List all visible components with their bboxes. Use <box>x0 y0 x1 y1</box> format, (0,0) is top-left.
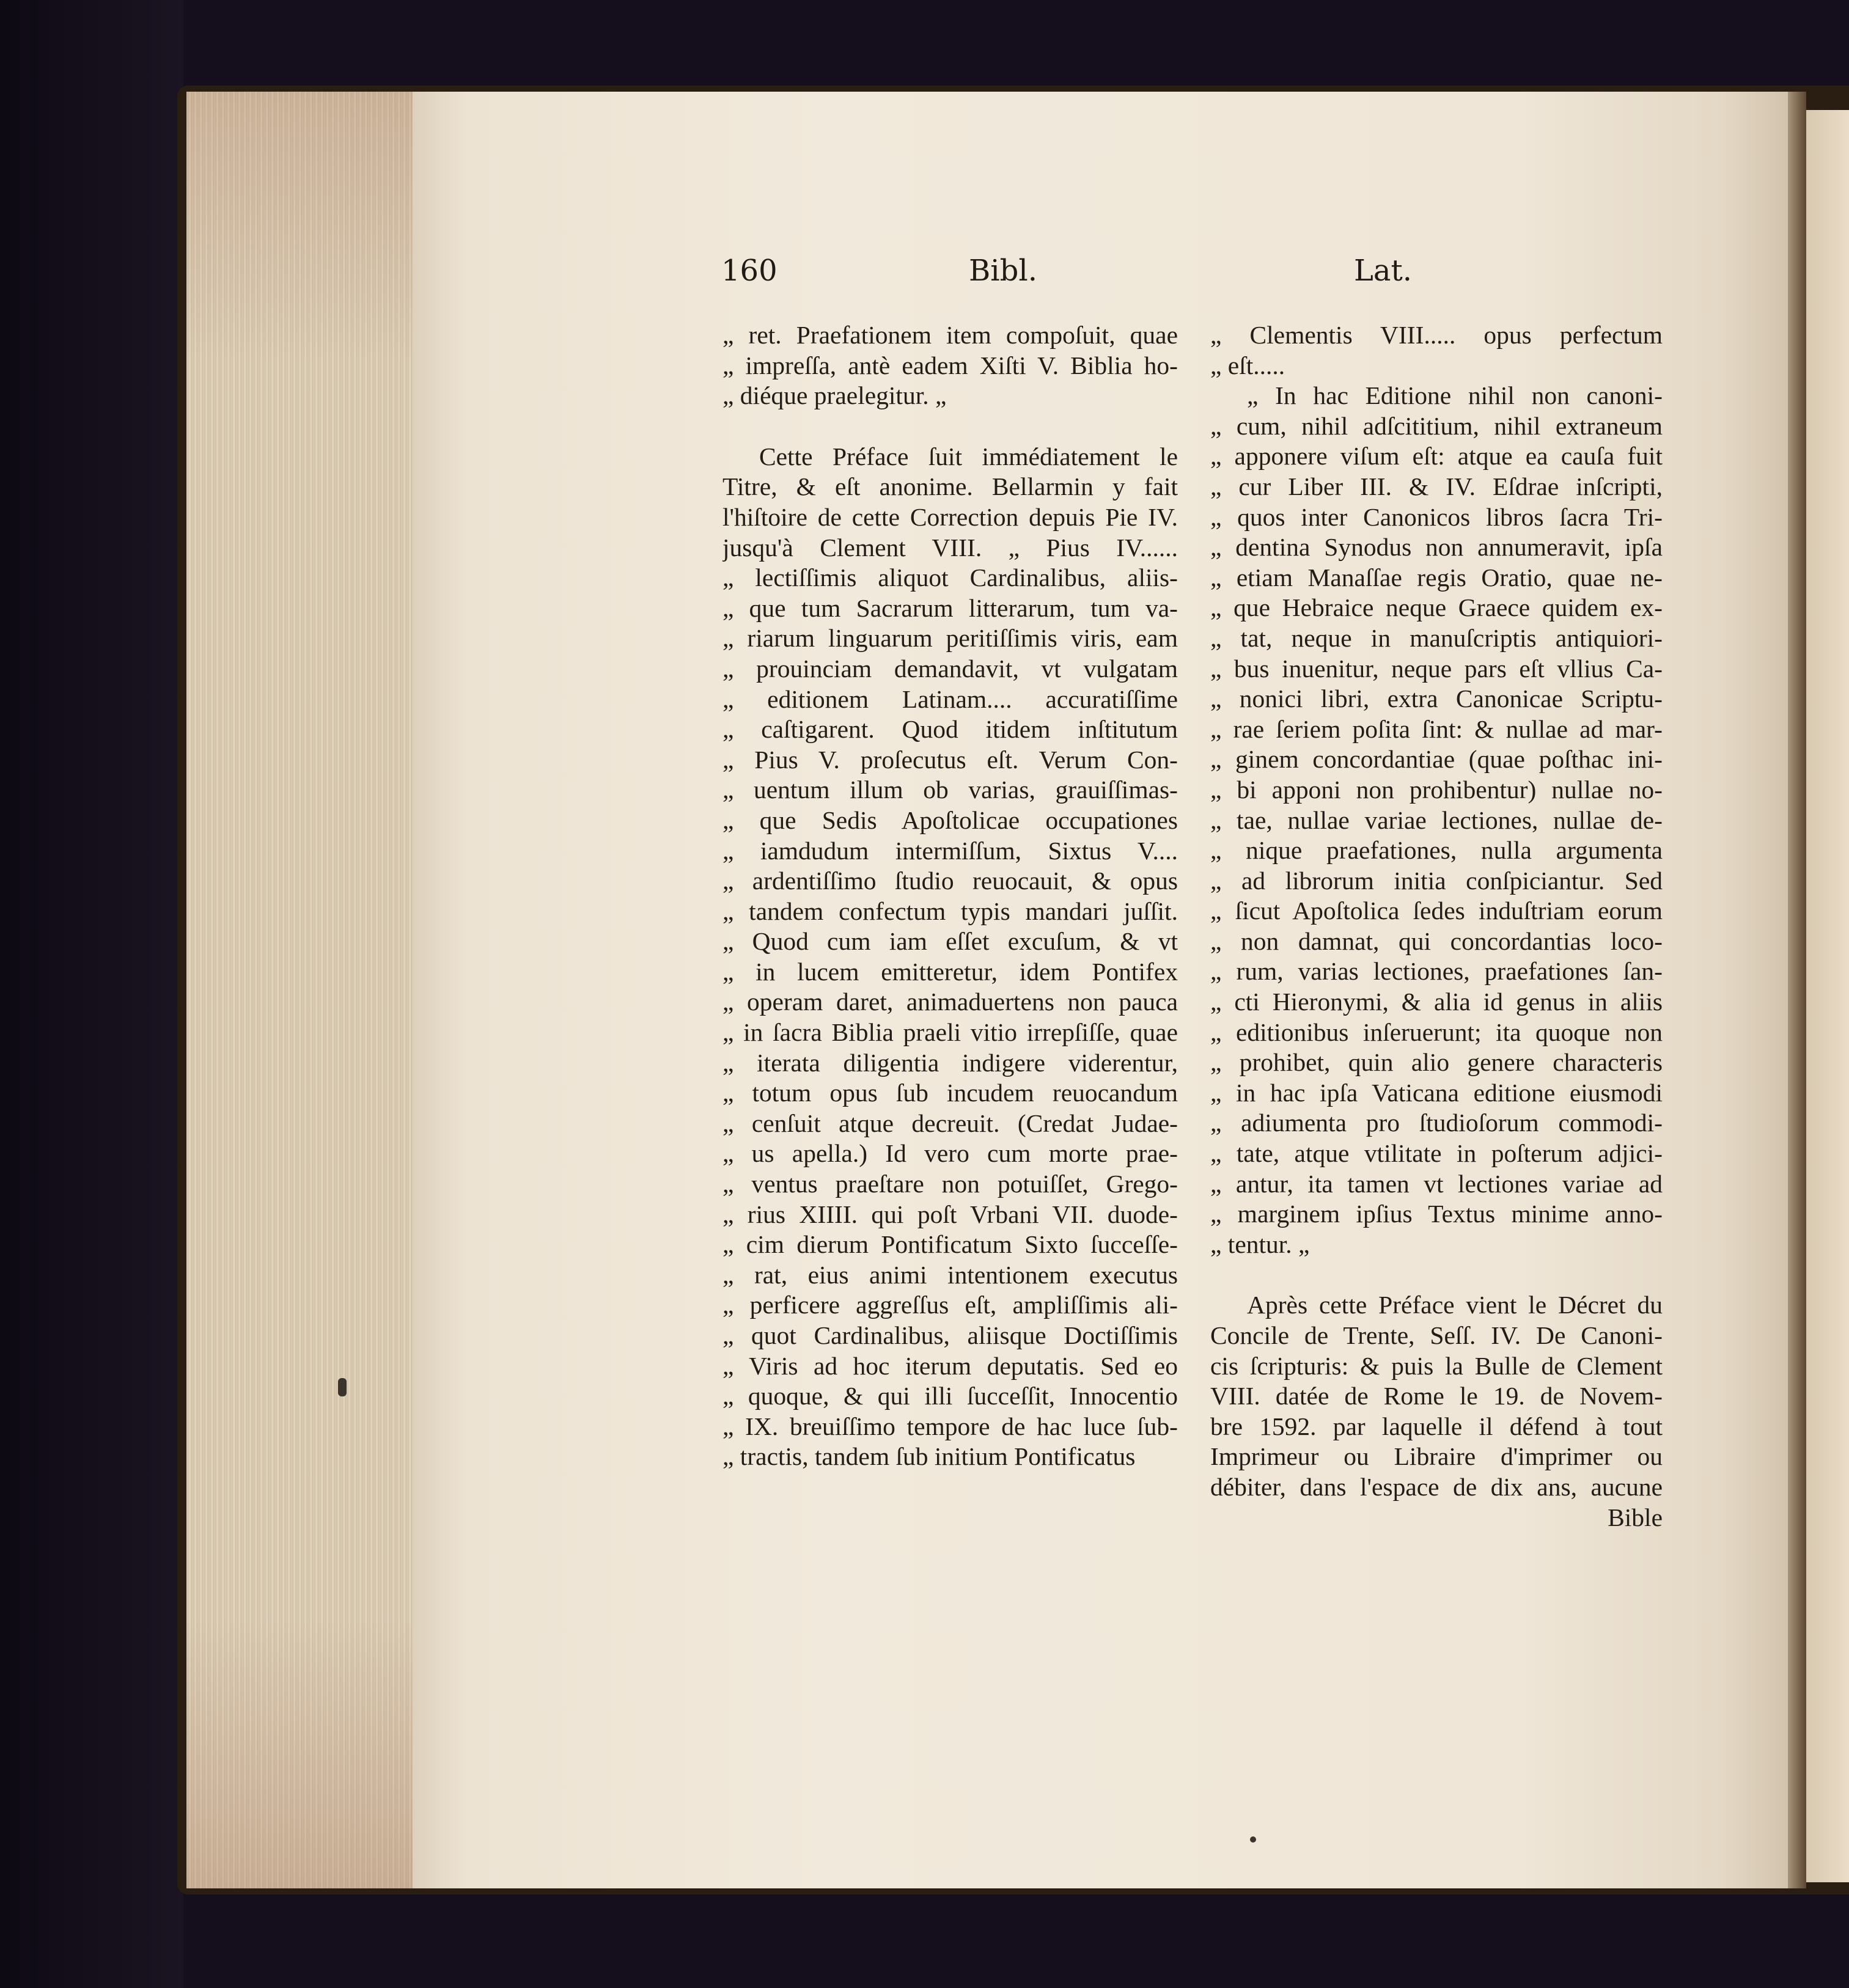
text-line: „ tae, nullae variae lectiones, nullae de- <box>1210 805 1663 834</box>
text-line: Imprimeur ou Libraire d'imprimer ou <box>1210 1442 1663 1471</box>
paragraph-break <box>722 411 1178 442</box>
text-line: „ Pius V. proſecutus eſt. Verum Con- <box>722 745 1178 774</box>
text-line: „ non damnat, qui concordantias loco- <box>1210 926 1663 955</box>
text-line: „ quos inter Canonicos libros ſacra Tri- <box>1210 502 1663 531</box>
text-line: „ iterata diligentia indigere viderentur, <box>722 1048 1178 1077</box>
text-line: „ ad librorum initia conſpiciantur. Sed <box>1210 866 1663 895</box>
text-line: „ rum, varias lectiones, praefationes ſan- <box>1210 957 1663 986</box>
text-line: „ dentina Synodus non annumeravit, ipſa <box>1210 533 1663 562</box>
text-line: „ marginem ipſius Textus minime anno- <box>1210 1200 1663 1228</box>
text-line: cis ſcripturis: & puis la Bulle de Clement <box>1210 1351 1663 1380</box>
text-line: „ quoque, & qui illi ſucceſſit, Innocentio <box>722 1382 1178 1410</box>
text-line: „ Clementis VIII..... opus perfectum <box>1210 321 1663 349</box>
text-line: Cette Préface ſuit immédiatement le <box>759 442 1178 471</box>
running-head-left: Bibl. <box>969 254 1037 288</box>
ink-dot <box>1250 1836 1256 1843</box>
book-gutter <box>1788 92 1806 1888</box>
text-line: Bible <box>1608 1503 1663 1531</box>
text-line: Après cette Préface vient le Décret du <box>1247 1291 1663 1319</box>
running-head-right: Lat. <box>1354 254 1413 288</box>
dark-backdrop <box>0 0 183 1988</box>
text-line: „ in lucem emitteretur, idem Pontifex <box>722 957 1178 986</box>
text-line: jusqu'à Clement VIII. „ Pius IV...... <box>722 533 1178 562</box>
text-line: „ totum opus ſub incudem reuocandum <box>722 1079 1178 1107</box>
text-line: „ uentum illum ob varias, grauiſſimas- <box>722 776 1178 804</box>
text-line: „ quot Cardinalibus, aliisque Doctiſſimis <box>722 1321 1178 1349</box>
text-line: „ ſicut Apoſtolica ſedes induſtriam eorum <box>1210 897 1663 925</box>
text-line: „ tandem confectum typis mandari juſſit. <box>722 897 1178 925</box>
text-line: „ tat, neque in manuſcriptis antiquiori- <box>1210 623 1663 652</box>
text-line: „ ardentiſſimo ſtudio reuocauit, & opus <box>722 867 1178 895</box>
text-line: „ tate, atque vtilitate in poſterum adjici- <box>1210 1139 1663 1168</box>
text-line: „ prouinciam demandavit, vt vulgatam <box>722 654 1178 683</box>
text-line: „ in ſacra Biblia praeli vitio irrepſiſſe, quae <box>722 1018 1178 1047</box>
text-line: „ lectiſſimis aliquot Cardinalibus, aliis- <box>722 563 1178 592</box>
text-line: „ etiam Manaſſae regis Oratio, quae ne- <box>1210 563 1663 592</box>
text-line: VIII. datée de Rome le 19. de Novem- <box>1210 1382 1663 1410</box>
text-line: „ nique praefationes, nulla argumenta <box>1210 836 1663 865</box>
text-line: „ bus inuenitur, neque pars eſt vllius Ca- <box>1210 654 1663 683</box>
text-line: „ cenſuit atque decreuit. (Credat Judae- <box>722 1109 1178 1137</box>
text-line: Titre, & eſt anonime. Bellarmin y fait <box>722 472 1178 501</box>
text-line: „ cti Hieronymi, & alia id genus in aliis <box>1210 988 1663 1016</box>
text-line: „ cim dierum Pontificatum Sixto ſucceſſe- <box>722 1230 1178 1259</box>
right-text-column <box>1210 320 1663 1533</box>
text-line: „ antur, ita tamen vt lectiones variae ad <box>1210 1169 1663 1198</box>
text-line: „ caſtigarent. Quod itidem inſtitutum <box>722 715 1178 744</box>
text-line: „ IX. breuiſſimo tempore de hac luce ſub- <box>722 1412 1178 1440</box>
ink-smudge <box>338 1378 347 1396</box>
text-line: „ editionem Latinam.... accuratiſſime <box>722 684 1178 713</box>
text-line: „ operam daret, animaduertens non pauca <box>722 988 1178 1016</box>
text-line: „ riarum linguarum peritiſſimis viris, eam <box>722 624 1178 653</box>
text-line: „ cum, nihil adſcititium, nihil extraneum <box>1210 411 1663 440</box>
text-line: „ tractis, tandem ſub initium Pontificatus <box>722 1442 1136 1471</box>
text-line: „ us apella.) Id vero cum morte prae- <box>722 1139 1178 1168</box>
text-line: Concile de Trente, Seſſ. IV. De Canoni- <box>1210 1321 1663 1349</box>
text-line: „ rae ſeriem poſita ſint: & nullae ad mar- <box>1210 714 1663 743</box>
facing-page-sliver <box>1806 110 1849 1882</box>
text-line: l'hiſtoire de cette Correction depuis Pie IV. <box>722 502 1178 531</box>
paragraph-break <box>1210 1260 1663 1290</box>
text-line: débiter, dans l'espace de dix ans, aucune <box>1210 1472 1663 1501</box>
text-line: „ impreſſa, antè eadem Xiſti V. Biblia ho- <box>722 351 1178 380</box>
text-line: „ Quod cum iam eſſet excuſum, & vt <box>722 927 1178 956</box>
text-line: „ ret. Praefationem item compoſuit, quae <box>722 321 1178 349</box>
text-line: „ prohibet, quin alio genere characteris <box>1210 1048 1663 1077</box>
text-line: „ perficere aggreſſus eſt, ampliſſimis ali- <box>722 1291 1178 1319</box>
left-text-column <box>722 320 1178 1472</box>
text-line: „ in hac ipſa Vaticana editione eiusmodi <box>1210 1078 1663 1107</box>
text-line: „ que Hebraice neque Graece quidem ex- <box>1210 593 1663 622</box>
text-line: „ que tum Sacrarum litterarum, tum va- <box>722 593 1178 622</box>
text-line: „ editionibus inſeruerunt; ita quoque non <box>1210 1018 1663 1046</box>
text-line: „ rat, eius animi intentionem executus <box>722 1260 1178 1289</box>
text-line: „ adiumenta pro ſtudioſorum commodi- <box>1210 1109 1663 1137</box>
text-line: „ In hac Editione nihil non canoni- <box>1247 381 1663 410</box>
text-line: „ Viris ad hoc iterum deputatis. Sed eo <box>722 1351 1178 1380</box>
text-line: „ bi apponi non prohibentur) nullae no- <box>1210 775 1663 804</box>
text-line: „ diéque praelegitur. „ <box>722 381 947 410</box>
page-number: 160 <box>721 254 777 288</box>
text-line: „ que Sedis Apoſtolicae occupationes <box>722 805 1178 834</box>
text-line: „ nonici libri, extra Canonicae Scriptu- <box>1210 684 1663 713</box>
text-line: „ rius XIIII. qui poſt Vrbani VII. duode- <box>722 1200 1178 1228</box>
text-line: „ eſt..... <box>1210 351 1285 380</box>
text-line: „ cur Liber III. & IV. Eſdrae inſcripti, <box>1210 472 1663 501</box>
text-line: „ apponere viſum eſt: atque ea cauſa fuit <box>1210 442 1663 471</box>
text-line: „ tentur. „ <box>1210 1230 1310 1258</box>
text-line: „ iamdudum intermiſſum, Sixtus V.... <box>722 836 1178 865</box>
text-line: „ ginem concordantiae (quae poſthac ini- <box>1210 745 1663 774</box>
page-block-edge <box>186 92 416 1888</box>
text-line: bre 1592. par laquelle il défend à tout <box>1210 1412 1663 1440</box>
text-line: „ ventus praeſtare non potuiſſet, Grego- <box>722 1170 1178 1198</box>
